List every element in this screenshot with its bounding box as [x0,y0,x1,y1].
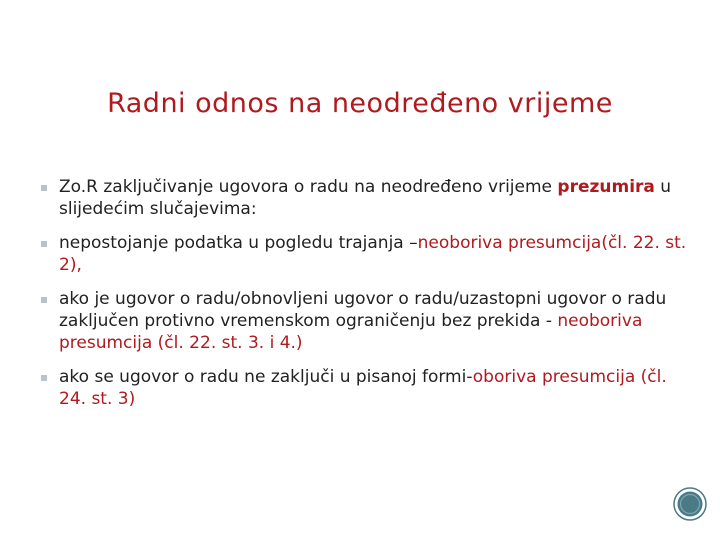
bullet-marker [41,297,47,303]
bullet-text: ako je ugovor o radu/obnovljeni ugovor o radu/uzastopni ugovor o radu zaključen protivno vremenskom ograničenju bez prekida - [59,289,667,331]
bullet-highlight: neoboriva presumcija (čl. 22. st. 3. i 4.) [59,311,643,353]
bullet-list [40,176,690,422]
circular-emblem-icon [673,487,707,521]
slide-title: Radni odnos na neodređeno vrijeme [107,88,613,119]
bullet-marker [41,185,47,191]
bullet-item [40,366,690,410]
bullet-item [40,288,690,354]
bullet-marker [41,375,47,381]
bullet-text: presumcija (čl. 24. st. 3) [59,367,667,409]
bullet-marker [41,241,47,247]
bullet-text: nepostojanje podatka u pogledu trajanja – [59,233,418,253]
bullet-text: u slijedećim slučajevima: [59,177,672,219]
bullet-text: ako se ugovor o radu ne zaključi u pisanoj formi- [59,367,473,387]
bullet-item [40,232,690,276]
bullet-item [40,176,690,220]
bullet-highlight: prezumira [557,177,655,197]
bullet-text: Zo.R zaključivanje ugovora o radu na neodređeno vrijeme [59,177,558,197]
bullet-highlight: neoboriva presumcija(čl. 22. st. 2), [59,233,687,275]
bullet-highlight: oboriva [472,367,537,387]
